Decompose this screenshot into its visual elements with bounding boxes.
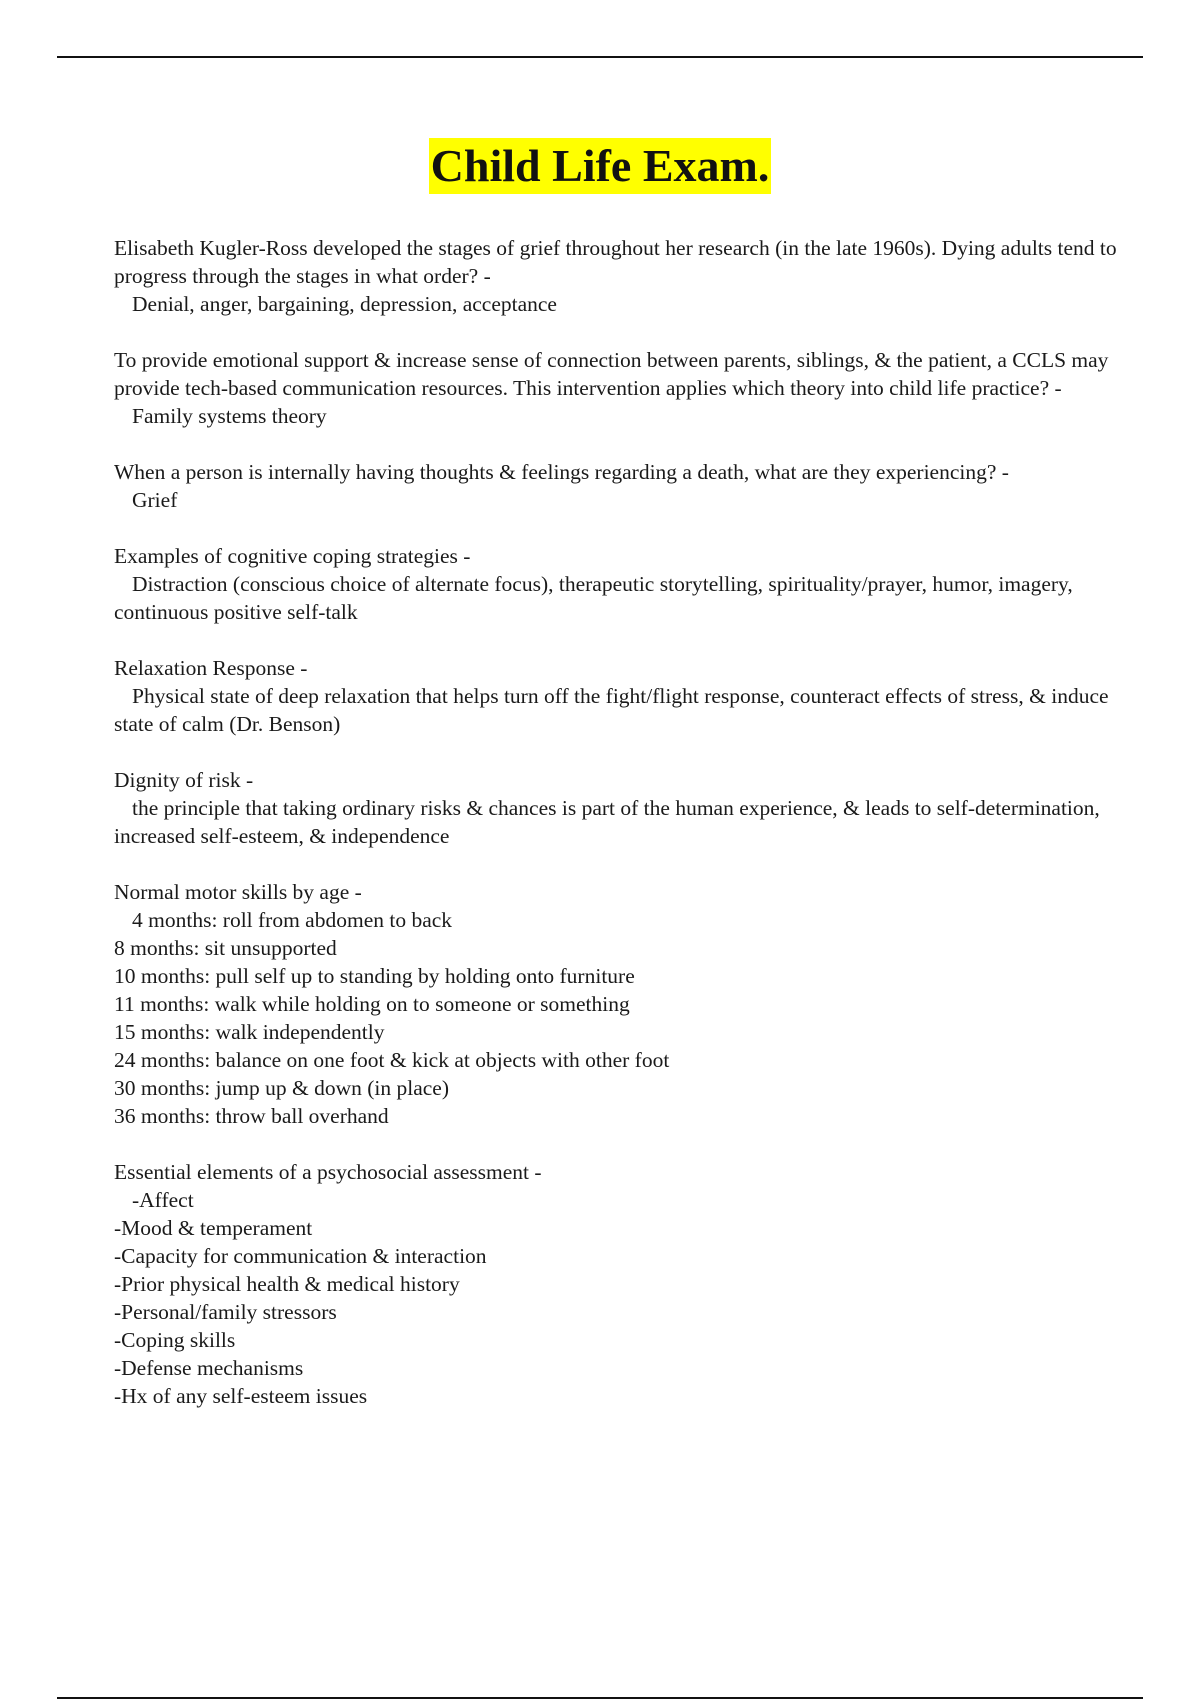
- list-line: -Capacity for communication & interaction: [114, 1244, 487, 1268]
- question-text: Elisabeth Kugler-Ross developed the stages of grief throughout her research (in the late 1960s). Dying adults tend to progress through the stages in what order? -: [114, 236, 1117, 288]
- psychosocial-assessment-item: [114, 1158, 1124, 1410]
- list-line: 15 months: walk independently: [114, 1020, 385, 1044]
- list-line: -Prior physical health & medical history: [114, 1272, 460, 1296]
- title-block: [0, 138, 1200, 194]
- qa-item: [114, 458, 1124, 514]
- list-line: -Hx of any self-esteem issues: [114, 1384, 368, 1408]
- document-title: Child Life Exam.: [429, 138, 772, 194]
- question-text: Essential elements of a psychosocial assessment -: [114, 1160, 542, 1184]
- motor-skills-list: [114, 906, 1124, 1130]
- list-line: -Defense mechanisms: [114, 1356, 304, 1380]
- list-line: 8 months: sit unsupported: [114, 936, 337, 960]
- question-text: Relaxation Response -: [114, 656, 308, 680]
- list-line: 10 months: pull self up to standing by holding onto furniture: [114, 964, 635, 988]
- list-line: 11 months: walk while holding on to someone or something: [114, 992, 630, 1016]
- header-rule: [57, 56, 1143, 58]
- list-line: 24 months: balance on one foot & kick at objects with other foot: [114, 1048, 670, 1072]
- list-line: 36 months: throw ball overhand: [114, 1104, 389, 1128]
- motor-skills-item: [114, 878, 1124, 1130]
- list-line: -Affect: [132, 1188, 194, 1212]
- document-body: [114, 234, 1124, 1438]
- answer-text: the principle that taking ordinary risks & chances is part of the human experience, & leads to self-determination, increased self-esteem, & independence: [114, 796, 1100, 848]
- list-line: -Mood & temperament: [114, 1216, 313, 1240]
- list-line: 4 months: roll from abdomen to back: [132, 908, 453, 932]
- qa-item: [114, 654, 1124, 738]
- qa-item: [114, 234, 1124, 318]
- question-text: To provide emotional support & increase sense of connection between parents, siblings, & the patient, a CCLS may provide tech-based communication resources. This intervention applies which theory into child life practice? -: [114, 348, 1109, 400]
- list-line: -Coping skills: [114, 1328, 236, 1352]
- question-text: Dignity of risk -: [114, 768, 254, 792]
- question-text: When a person is internally having thoughts & feelings regarding a death, what are they experiencing? -: [114, 460, 1009, 484]
- answer-text: Physical state of deep relaxation that helps turn off the fight/flight response, counteract effects of stress, & induce state of calm (Dr. Benson): [114, 684, 1109, 736]
- question-text: Normal motor skills by age -: [114, 880, 362, 904]
- answer-text: Family systems theory: [132, 404, 327, 428]
- qa-item: [114, 766, 1124, 850]
- qa-item: [114, 542, 1124, 626]
- qa-item: [114, 346, 1124, 430]
- answer-text: Distraction (conscious choice of alternate focus), therapeutic storytelling, spirituality/prayer, humor, imagery, continuous positive self-talk: [114, 572, 1073, 624]
- question-text: Examples of cognitive coping strategies -: [114, 544, 471, 568]
- assessment-list: [114, 1186, 1124, 1410]
- answer-text: Grief: [132, 488, 178, 512]
- footer-rule: [57, 1697, 1143, 1699]
- answer-text: Denial, anger, bargaining, depression, acceptance: [132, 292, 557, 316]
- list-line: 30 months: jump up & down (in place): [114, 1076, 450, 1100]
- list-line: -Personal/family stressors: [114, 1300, 337, 1324]
